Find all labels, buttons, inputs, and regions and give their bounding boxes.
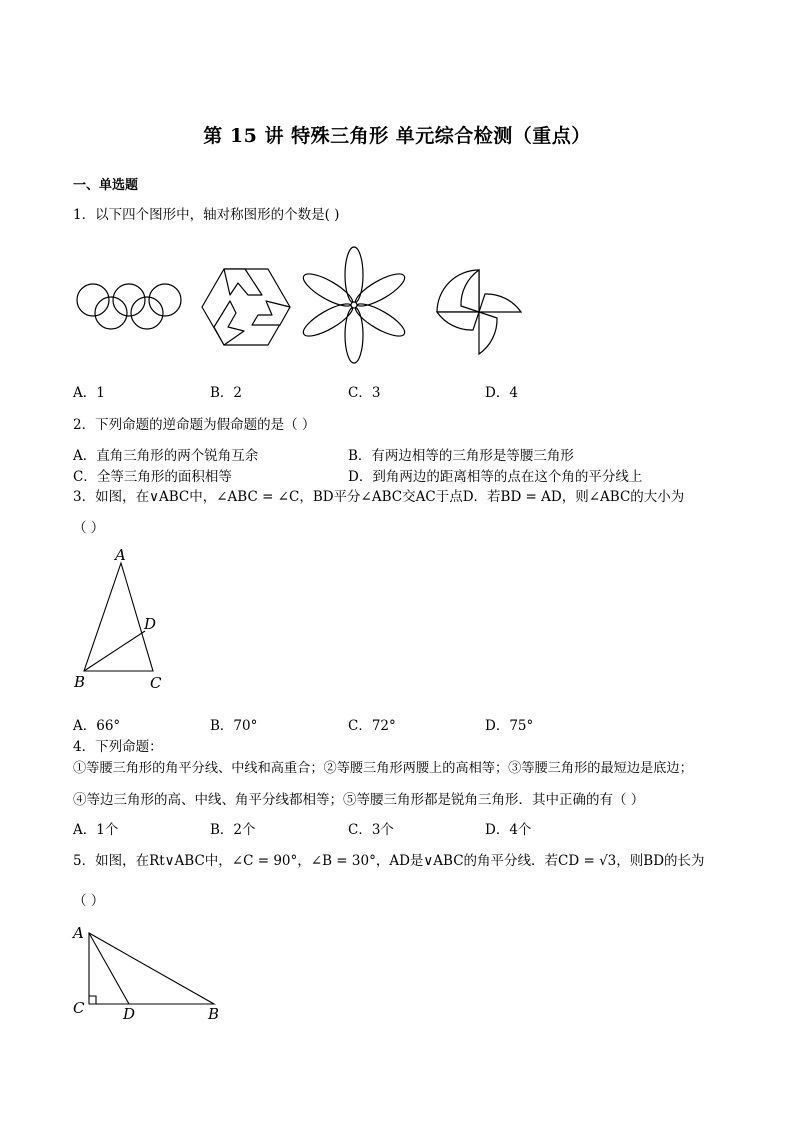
q4-option-a[interactable]: A．1个 <box>73 822 119 838</box>
vertex-label-d: D <box>123 1005 136 1023</box>
petal <box>345 247 363 303</box>
page-title: 第 15 讲 特殊三角形 单元综合检测（重点） <box>203 125 591 147</box>
q4-option-b[interactable]: B．2个 <box>210 822 256 838</box>
petal <box>351 268 408 312</box>
petal <box>299 298 356 342</box>
vertex-label-c: C <box>73 999 85 1017</box>
ring <box>113 284 145 316</box>
q4-option-d[interactable]: D．4个 <box>485 822 532 838</box>
q3-option-b[interactable]: B．70° <box>210 718 258 734</box>
triangle-abc-figure <box>70 545 170 695</box>
ring <box>131 297 163 329</box>
question-4-line-1: ①等腰三角形的角平分线、中线和高重合；②等腰三角形两腰上的高相等；③等腰三角形的最短边是底边； <box>73 761 693 776</box>
vertex-label-a: A <box>73 924 84 942</box>
question-3-paren: （ ） <box>73 520 105 536</box>
q2-option-d[interactable]: D．到角两边的距离相等的点在这个角的平分线上 <box>348 469 643 485</box>
question-5-paren: （ ） <box>73 893 105 909</box>
petal <box>345 307 363 363</box>
pinwheel-figure <box>433 265 527 359</box>
question-4-line-2: ④等边三角形的高、中线、角平分线都相等；⑤等腰三角形都是锐角三角形．其中正确的有（ ） <box>73 792 645 808</box>
ring <box>95 297 127 329</box>
question-1-stem: 1．以下四个图形中，轴对称图形的个数是( ) <box>73 207 340 223</box>
question-2-stem: 2．下列命题的逆命题为假命题的是（ ） <box>73 417 316 433</box>
q1-option-d[interactable]: D．4 <box>485 385 518 401</box>
vertex-label-b: B <box>208 1005 220 1023</box>
ring <box>77 284 109 316</box>
q4-option-c[interactable]: C．3个 <box>348 822 394 838</box>
q2-option-a[interactable]: A．直角三角形的两个锐角互余 <box>73 448 259 464</box>
olympic-rings-figure <box>75 280 195 335</box>
question-4-stem: 4．下列命题： <box>73 739 163 755</box>
q1-option-c[interactable]: C．3 <box>348 385 381 401</box>
question-5-stem: 5．如图，在Rt∨ABC中，∠C = 90°，∠B = 30°，AD是∨ABC的角平分线．若CD = √3，则BD的长为 <box>73 853 705 869</box>
recycle-hexagon-figure <box>200 265 292 347</box>
vertex-label-a: A <box>115 546 126 564</box>
vertex-label-c: C <box>150 674 162 692</box>
q1-option-a[interactable]: A．1 <box>73 385 105 401</box>
six-petal-flower-figure <box>300 244 408 366</box>
q2-option-c[interactable]: C．全等三角形的面积相等 <box>73 469 232 485</box>
q1-option-b[interactable]: B．2 <box>210 385 243 401</box>
petal <box>351 298 408 342</box>
right-triangle-abc-figure <box>70 922 230 1022</box>
q3-option-d[interactable]: D．75° <box>485 718 534 734</box>
vertex-label-b: B <box>74 673 86 691</box>
q3-option-c[interactable]: C．72° <box>348 718 396 734</box>
q2-option-b[interactable]: B．有两边相等的三角形是等腰三角形 <box>348 448 574 464</box>
ring <box>149 284 181 316</box>
section-heading: 一、单选题 <box>73 178 139 193</box>
vertex-label-d: D <box>144 615 157 633</box>
question-3-stem: 3．如图，在∨ABC中，∠ABC = ∠C，BD平分∠ABC交AC于点D．若BD = AD，则∠ABC的大小为 <box>73 489 685 505</box>
petal <box>299 268 356 312</box>
q3-option-a[interactable]: A．66° <box>73 718 121 734</box>
